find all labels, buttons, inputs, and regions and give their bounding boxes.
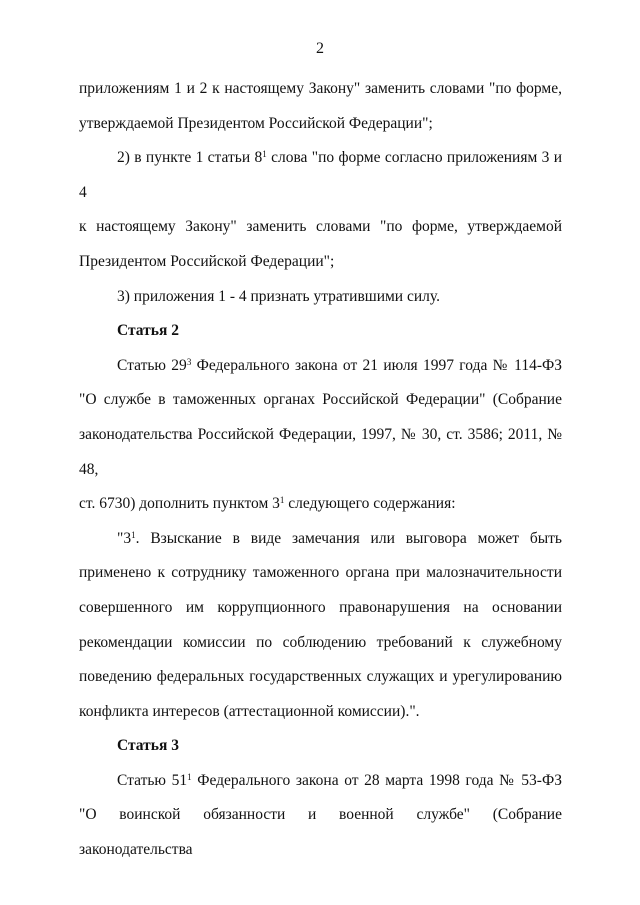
paragraph-line	[79, 487, 562, 522]
text-run: Федерального закона от 28 марта 1998 года № 53-ФЗ	[191, 771, 562, 789]
paragraph-line: поведению федеральных государственных служащих и урегулированию	[79, 668, 562, 686]
paragraph-line: к настоящему Закону" заменить словами "по форме, утверждаемой	[79, 218, 562, 236]
text-run: 2) в пункте 1 статьи 8	[117, 149, 263, 167]
article-heading: Статья 3	[117, 737, 179, 755]
superscript: 1	[131, 529, 136, 540]
paragraph-line: Президентом Российской Федерации";	[79, 252, 335, 270]
paragraph-line	[79, 349, 562, 384]
paragraph-line: применено к сотруднику таможенного органа при малозначительности	[79, 564, 562, 582]
superscript: 3	[186, 356, 192, 367]
paragraph-line: утверждаемой Президентом Российской Федерации";	[79, 114, 433, 132]
paragraph-line	[79, 764, 562, 799]
page-number: 2	[316, 40, 324, 57]
paragraph-line: "О службе в таможенных органах Российской Федерации" (Собрание	[79, 391, 562, 409]
paragraph-line: конфликта интересов (аттестационной комиссии).".	[79, 702, 420, 720]
text-run: Федерального закона от 21 июля 1997 года № 114-ФЗ	[191, 356, 563, 374]
paragraph-line: законодательства Российской Федерации, 1997, № 30, ст. 3586; 2011, № 48,	[79, 425, 562, 478]
paragraph-line: "О воинской обязанности и военной службе" (Собрание законодательства	[79, 806, 562, 859]
paragraph-line: рекомендации комиссии по соблюдению требований к служебному	[79, 633, 562, 651]
text-run: слова "по форме согласно приложениям 3 и 4	[79, 149, 562, 201]
paragraph-line: совершенного им коррупционного правонарушения на основании	[79, 598, 562, 616]
text-run: Статью 51	[117, 771, 188, 789]
text-run: следующего содержания:	[284, 495, 456, 513]
superscript: 1	[262, 149, 267, 160]
paragraph-line: 3) приложения 1 - 4 признать утратившими силу.	[117, 287, 440, 305]
paragraph-line	[79, 522, 562, 557]
article-heading: Статья 2	[117, 322, 179, 340]
document-body	[79, 72, 562, 868]
superscript: 1	[187, 771, 192, 782]
text-run: ст. 6730) дополнить пунктом 3	[79, 495, 280, 513]
paragraph-line: приложениям 1 и 2 к настоящему Закону" заменить словами "по форме,	[79, 80, 562, 97]
text-run: Статью 29	[117, 356, 187, 374]
paragraph-line	[79, 141, 562, 210]
text-run: "3	[117, 529, 132, 547]
text-run: . Взыскание в виде замечания или выговора может быть	[135, 529, 562, 547]
superscript: 1	[279, 495, 285, 506]
